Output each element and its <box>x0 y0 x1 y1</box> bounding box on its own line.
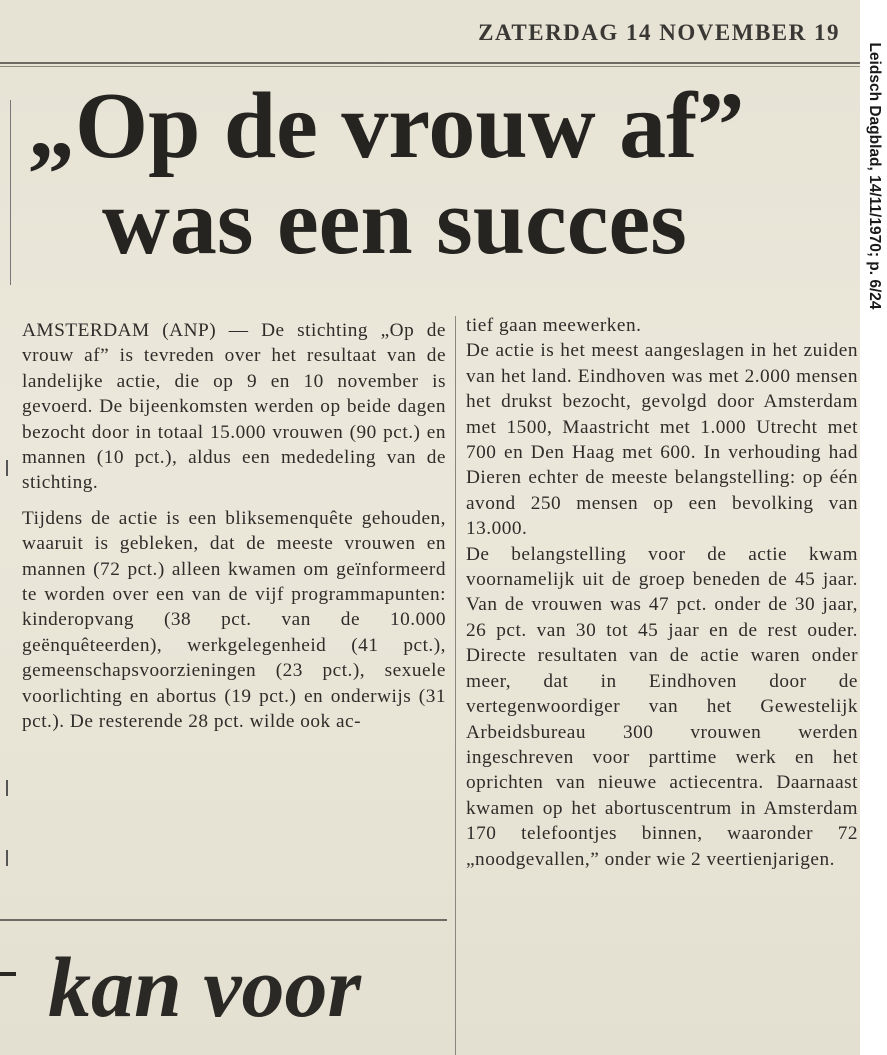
margin-tick <box>6 460 8 476</box>
article-headline <box>20 74 850 274</box>
masthead-date: ZATERDAG 14 NOVEMBER 19 <box>478 20 840 45</box>
archive-source-label: Leidsch Dagblad, 14/11/1970; p. 6/24 <box>866 42 883 310</box>
margin-tick <box>6 850 8 866</box>
paragraph: AMSTERDAM (ANP) — De stichting „Op de vrouw af” is tevreden over het resultaat van de landelijke actie, die op 9 en 10 november is gevoerd. De bijeenkomsten werden op beide dagen bezocht door in totaal 15.000 vrouwen (90 pct.) en mannen (10 pct.), aldus een mededeling van de stichting. <box>22 320 446 494</box>
column-divider <box>455 316 456 1055</box>
adjacent-column-mark <box>0 972 16 976</box>
masthead-rule-thin <box>0 66 860 67</box>
paragraph: Tijdens de actie is een bliksemenquête gehouden, waaruit is gebleken, dat de meeste vrouwen en mannen (72 pct.) alleen kwamen om geïnformeerd te worden over een van de vijf programmapunten: kinderopvang (38 pct. van de 10.000 geënquêteerden), werkgelegenheid (41 pct.), gemeenschapsvoorzieningen (23 pct.), sexuele voorlichting en abortus (19 pct.) en onderwijs (31 pct.). De resterende 28 pct. wilde ook ac- <box>22 507 446 733</box>
margin-tick <box>6 780 8 796</box>
paragraph: De belangstelling voor de actie kwam voornamelijk uit de groep beneden de 45 jaar. Van de vrouwen was 47 pct. onder de 30 jaar, 26 pct. van 30 tot 45 jaar en de rest ouder. Directe resultaten van de actie waren onder meer, dat in Eindhoven door de vertegenwoordiger van het Gewestelijk Arbeidsbureau 300 vrouwen werden ingeschreven voor parttime werk en het oprichten van nieuwe actiecentra. Daarnaast kwamen op het abortuscentrum in Amsterdam 170 telefoontjes binnen, waaronder 72 „noodgevallen,” onder wie 2 veertienjarigen. <box>466 543 858 870</box>
masthead-rule <box>0 62 860 64</box>
article-end-rule <box>0 919 447 921</box>
paragraph: De actie is het meest aangeslagen in het zuiden van het land. Eindhoven was met 2.000 mensen het drukst bezocht, gevolgd door Amsterdam met 1500, Maastricht met 1.000 Utrecht met 700 en Den Haag met 600. In verhouding had Dieren echter de meeste belangstelling: op één avond 250 mensen op een bevolking van 13.000. <box>466 340 858 540</box>
next-article-headline: kan voor <box>48 939 361 1035</box>
article-column-right <box>466 313 858 872</box>
left-margin-rule <box>10 100 11 285</box>
article-column-left <box>22 318 446 735</box>
headline-line-2: was een succes <box>102 170 687 274</box>
headline-line-1: „Op de vrouw af” <box>28 74 745 178</box>
paragraph: tief gaan meewerken. <box>466 315 642 336</box>
